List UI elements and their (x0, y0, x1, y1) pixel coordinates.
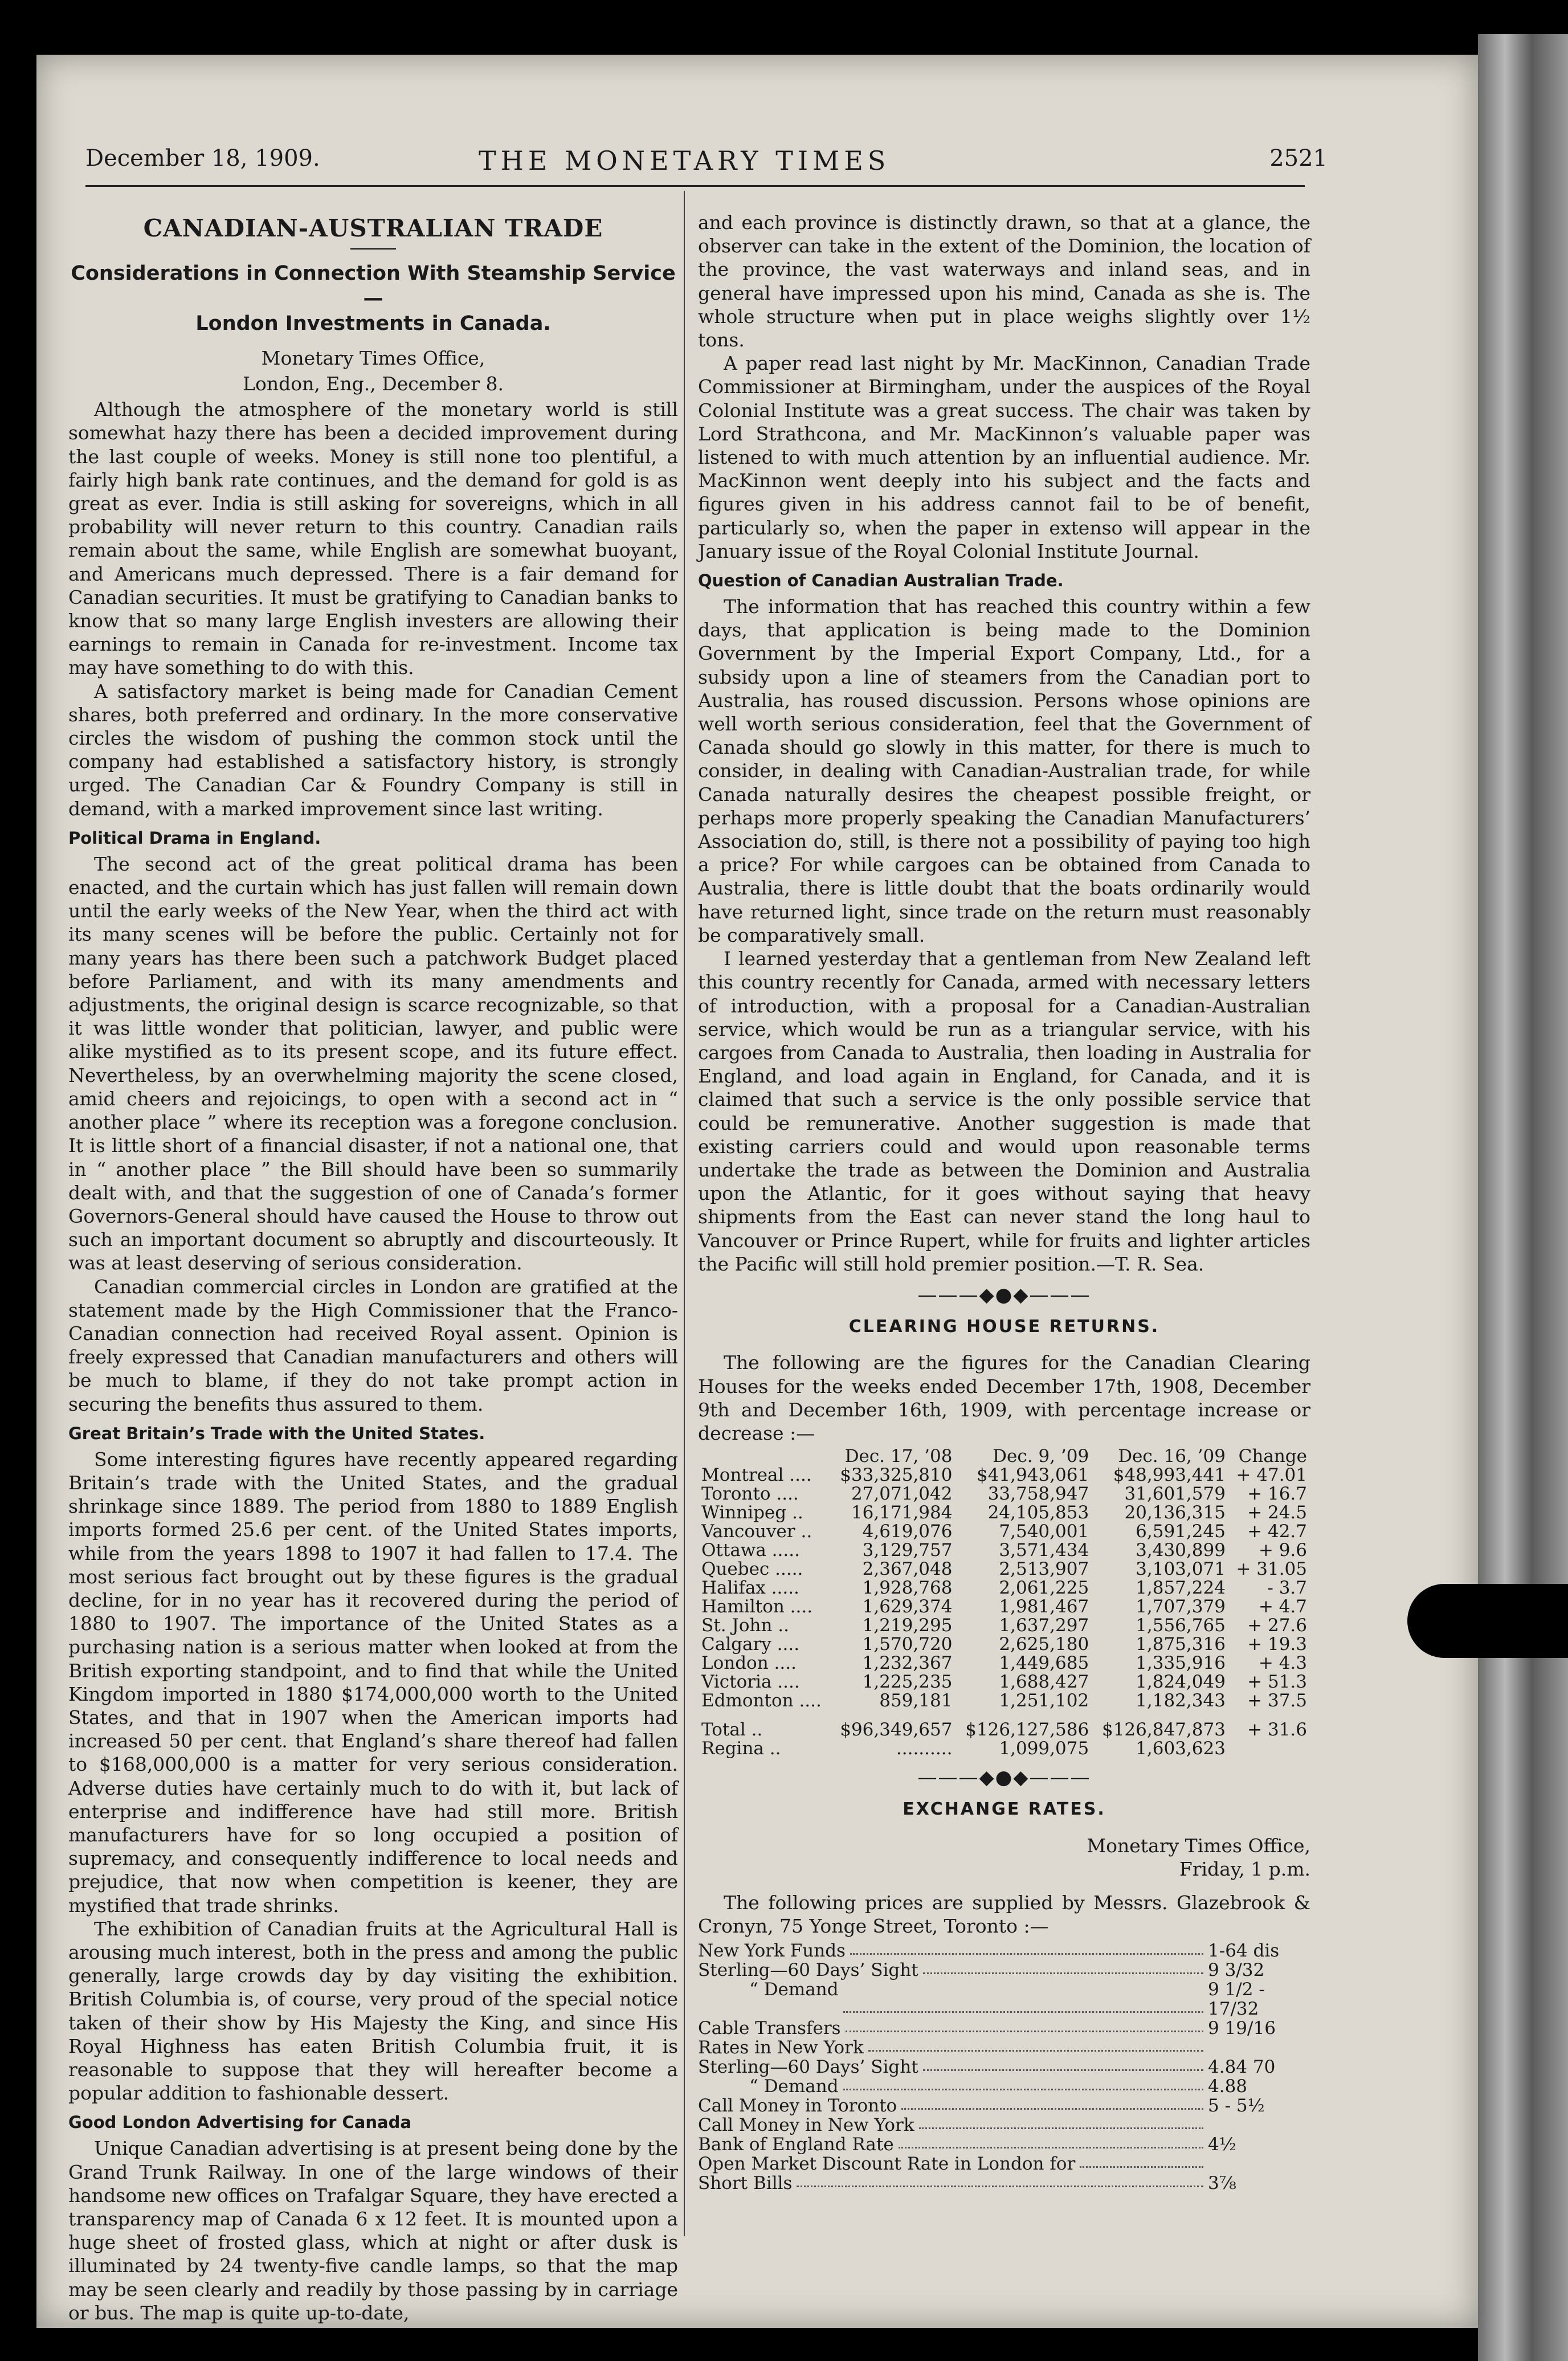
paragraph: Canadian commercial circles in London are gratified at the statement made by the High Commissioner that the Franco-Canadian connection had received Royal assent. Opinion is freely expressed that Canadian manufacturers and others will be much to blame, if they do not take prompt action in securing the benefits thus assured to them. (68, 1275, 678, 1415)
value-cell: 1,857,224 (1136, 1578, 1226, 1599)
value-cell: $33,325,810 (840, 1465, 953, 1486)
title-rule (350, 248, 396, 250)
article-subtitle (68, 261, 678, 336)
value-cell: 1,603,623 (1136, 1738, 1226, 1759)
value-cell: 6,591,245 (1136, 1521, 1226, 1542)
table-row (698, 1598, 1310, 1616)
column-header (698, 1447, 831, 1466)
value-cell: $48,993,441 (1113, 1465, 1226, 1486)
clearing-table (698, 1447, 1310, 1758)
rate-label: “ Demand (749, 2076, 839, 2097)
value-cell: 1,707,379 (1136, 1596, 1226, 1617)
rate-row (698, 2057, 1310, 2077)
table-row (698, 1504, 1310, 1522)
city-cell: Winnipeg .. (701, 1502, 803, 1523)
value-cell: 1,629,374 (862, 1596, 953, 1617)
value-cell: - 3.7 (1267, 1578, 1307, 1599)
value-cell: $41,943,061 (976, 1465, 1089, 1486)
value-cell: 1,875,316 (1136, 1634, 1226, 1655)
rate-row (698, 2174, 1310, 2193)
value-cell: 7,540,001 (999, 1521, 1089, 1542)
rate-row (698, 2135, 1310, 2154)
city-cell: London .... (701, 1653, 797, 1674)
value-cell: $126,127,586 (965, 1719, 1089, 1741)
value-cell: 1,099,075 (999, 1738, 1089, 1759)
section-heading: Good London Advertising for Canada (68, 2113, 411, 2133)
right-column (698, 211, 1310, 2193)
rate-row (698, 2154, 1310, 2174)
table-row (698, 1522, 1310, 1541)
value-cell: 1,570,720 (862, 1634, 953, 1655)
rate-value (1208, 2115, 1310, 2135)
column-rule (684, 191, 685, 2236)
clearing-intro: The following are the figures for the Canadian Clearing Houses for the weeks ended December 17th, 1908, December 9th and December 16th, 1909, with percentage increase or decrease :— (698, 1351, 1310, 1444)
book-spine (1478, 34, 1568, 2361)
leader-dots (846, 2019, 1203, 2032)
value-cell: + 27.6 (1247, 1615, 1307, 1636)
city-cell: St. John .. (701, 1615, 789, 1636)
value-cell: + 51.3 (1247, 1672, 1307, 1693)
rate-row (698, 2038, 1310, 2057)
city-cell: Vancouver .. (701, 1521, 812, 1542)
rate-value: 4.84 70 (1208, 2057, 1276, 2078)
table-row (698, 1739, 1310, 1758)
rate-value: 1-64 dis (1208, 1941, 1280, 1962)
section-heading: Question of Canadian Australian Trade. (698, 571, 1064, 591)
paragraph: The exhibition of Canadian fruits at the Agricultural Hall is arousing much interest, both in the press and among the public generally, large crowds day by day visiting the exhibition. British Columbia is, of course, very proud of the special notice taken of their show by His Majesty the King, and since His Royal Highness has eaten British Columbia fruit, it is reasonable to suppose that they will hereafter become a popular addition to fashionable dessert. (68, 1917, 678, 2105)
masthead-title: THE MONETARY TIMES (479, 145, 891, 176)
city-cell: Calgary .... (701, 1634, 800, 1655)
city-cell: Montreal .... (701, 1465, 812, 1486)
city-cell: Ottawa ..... (701, 1540, 800, 1561)
rate-row (698, 1960, 1310, 1980)
leader-dots (899, 2135, 1203, 2148)
value-cell: 2,625,180 (999, 1634, 1089, 1655)
value-cell: 1,219,295 (862, 1615, 953, 1636)
table-row (698, 1616, 1310, 1635)
rate-row (698, 2077, 1310, 2096)
value-cell: 27,071,042 (851, 1484, 953, 1505)
paragraph: Unique Canadian advertising is at present being done by the Grand Trunk Railway. In one of the large windows of their handsome new offices on Trafalgar Square, they have erected a transparency map of Canada 6 x 12 feet. It is mounted upon a huge sheet of frosted glass, which at night or after dusk is illuminated by 24 twenty-five candle lamps, so that the map may be seen clearly and readily by those passing by in carriage or bus. The map is quite up-to-date, (68, 2137, 678, 2324)
city-cell: Halifax ..... (701, 1578, 799, 1599)
table-row (698, 1466, 1310, 1485)
value-cell: 1,981,467 (999, 1596, 1089, 1617)
value-cell: 1,251,102 (999, 1690, 1089, 1711)
paragraph: Although the atmosphere of the monetary world is still somewhat hazy there has been a decided improvement during the last couple of weeks. Money is still none too plentiful, a fairly high bank rate continues, and the demand for gold is as great as ever. India is still asking for sovereigns, which in all probability will never return to this country. Canadian rails remain about the same, while English are somewhat buoyant, and Americans much depressed. There is a fair demand for Canadian securities. It must be gratifying to Canadian banks to know that so many large English investers are allowing their earnings to remain in Canada for re-investment. Income tax may have something to do with this. (68, 398, 678, 679)
table-row (698, 1579, 1310, 1598)
table-row (698, 1541, 1310, 1560)
section-heading: Great Britain’s Trade with the United States. (68, 1423, 485, 1443)
city-cell: Quebec ..... (701, 1559, 803, 1580)
rate-row (698, 2115, 1310, 2135)
value-cell: 3,103,071 (1136, 1559, 1226, 1580)
rate-row (698, 2096, 1310, 2115)
value-cell: $96,349,657 (840, 1719, 953, 1741)
rate-label: New York Funds (698, 1941, 846, 1962)
column-header: Dec. 16, ’09 (1118, 1446, 1226, 1467)
value-cell: 20,136,315 (1124, 1502, 1226, 1523)
table-row (698, 1485, 1310, 1504)
value-cell: + 47.01 (1236, 1465, 1307, 1486)
value-cell: 859,181 (879, 1690, 953, 1711)
rate-value: 4½ (1208, 2134, 1236, 2155)
value-cell: + 4.3 (1258, 1653, 1307, 1674)
paragraph: A paper read last night by Mr. MacKinnon, Canadian Trade Commissioner at Birmingham, under the auspices of the Royal Colonial Institute was a great success. The chair was taken by Lord Strathcona, and Mr. MacKinnon’s valuable paper was listened to with much attention by an influential audience. Mr. MacKinnon went deeply into his subject and the facts and figures given in his address cannot fail to be of benefit, particularly so, when the paper in extenso will appear in the January issue of the Royal Colonial Institute Journal. (698, 352, 1310, 562)
value-cell: 16,171,984 (851, 1502, 953, 1523)
value-cell: 3,430,899 (1136, 1540, 1226, 1561)
value-cell: 1,688,427 (999, 1672, 1089, 1693)
value-cell: 1,449,685 (999, 1653, 1089, 1674)
dateline-office: Monetary Times Office, (261, 347, 485, 370)
table-row (698, 1560, 1310, 1579)
table-row (698, 1635, 1310, 1654)
value-cell: 24,105,853 (987, 1502, 1089, 1523)
city-cell: Victoria .... (701, 1672, 800, 1693)
subtitle-line-2: London Investments in Canada. (195, 312, 551, 336)
table-row (698, 1692, 1310, 1710)
value-cell: $126,847,873 (1101, 1719, 1226, 1741)
rate-label: Short Bills (698, 2173, 793, 2194)
city-cell: Hamilton .... (701, 1596, 813, 1617)
city-cell: Edmonton .... (701, 1690, 822, 1711)
subtitle-line-1: Considerations in Connection With Steamship Service— (71, 262, 676, 311)
value-cell: 1,232,367 (862, 1653, 953, 1674)
value-cell: + 37.5 (1247, 1690, 1307, 1711)
value-cell: + 9.6 (1258, 1540, 1307, 1561)
paragraph: The second act of the great political drama has been enacted, and the curtain which has just fallen will remain down until the early weeks of the New Year, when the third act with its many scenes will be before the public. Certainly not for many years has there been such a patchwork Budget placed before Parliament, and with its many amendments and adjustments, the original design is scarce recognizable, so that it was little wonder that politician, lawyer, and public were alike mystified as to its present scope, and its future effect. Nevertheless, by an overwhelming majority the scene closed, amid cheers and rejoicings, to open with a second act in “ another place ” where its reception was a foregone conclusion. It is little short of a financial disaster, if not a national one, that in “ another place ” the Bill should have been so summarily dealt with, and that the suggestion of one of Canada’s former Governors-General should have caused the House to throw out such an important document so abruptly and discourteously. It was at least deserving of serious consideration. (68, 852, 678, 1275)
paragraph: and each province is distinctly drawn, so that at a glance, the observer can take in the extent of the Dominion, the location of the province, the vast waterways and inland seas, and in general have impressed upon his mind, Canada as she is. The whole structure when put in place weighs slightly over 1½ tons. (698, 211, 1310, 352)
rate-value: 3⅞ (1208, 2173, 1236, 2194)
header-date: December 18, 1909. (85, 145, 320, 171)
exchange-intro: The following prices are supplied by Messrs. Glazebrook & Cronyn, 75 Yonge Street, Toronto :— (698, 1891, 1310, 1938)
value-cell: 3,129,757 (862, 1540, 953, 1561)
value-cell: 2,061,225 (999, 1578, 1089, 1599)
rate-row (698, 1980, 1310, 2019)
rate-value (1208, 2154, 1310, 2174)
exchange-title: EXCHANGE RATES. (903, 1799, 1106, 1820)
rate-value: 9 1/2 - 17/32 (1208, 1979, 1265, 2020)
rate-value: 5 - 5½ (1208, 2096, 1265, 2117)
value-cell: 1,335,916 (1136, 1653, 1226, 1674)
ornament-divider: ———◆●◆——— (917, 1766, 1091, 1790)
rate-label: Call Money in New York (698, 2115, 914, 2136)
value-cell: + 16.7 (1247, 1484, 1307, 1505)
rate-value (1208, 2038, 1310, 2057)
value-cell: + 31.6 (1247, 1719, 1307, 1741)
value-cell: 1,928,768 (862, 1578, 953, 1599)
value-cell: 4,619,076 (862, 1521, 953, 1542)
value-cell: + 4.7 (1258, 1596, 1307, 1617)
left-column (68, 211, 678, 2325)
value-cell: 1,225,235 (862, 1672, 953, 1693)
page-number: 2521 (1269, 145, 1328, 171)
clearing-title: CLEARING HOUSE RETURNS. (848, 1317, 1160, 1337)
leader-dots (850, 1941, 1203, 1955)
column-header: Dec. 9, ’09 (993, 1446, 1089, 1467)
rate-label: “ Demand (749, 1979, 839, 2000)
table-row (698, 1710, 1310, 1739)
leader-dots (901, 2096, 1203, 2110)
leader-dots (923, 2057, 1203, 2071)
rate-label: Call Money in Toronto (698, 2096, 897, 2117)
value-cell: + 19.3 (1247, 1634, 1307, 1655)
ornament-divider: ———◆●◆——— (917, 1283, 1091, 1306)
value-cell: + 24.5 (1247, 1502, 1307, 1523)
value-cell: + 31.05 (1236, 1559, 1307, 1580)
exchange-office: Monetary Times Office, (1087, 1834, 1310, 1857)
paragraph: I learned yesterday that a gentleman from New Zealand left this country recently for Canada, armed with necessary letters of introduction, with a proposal for a Canadian-Australian service, which would be run as a triangular service, with his cargoes from Canada to Australia, then loading in Australia for England, and load again in England, for Canada, and it is claimed that such a service is the only possible service that could be remunerative. Another suggestion is made that existing carriers could and would upon reasonable terms undertake the trade as between the Dominion and Australia upon the Atlantic, for it goes without saying that heavy shipments from the East can never stand the long haul to Vancouver or Prince Rupert, while for fruits and lighter articles the Pacific will still hold premier position.—T. R. Sea. (698, 947, 1310, 1275)
rate-value: 9 19/16 (1208, 2018, 1276, 2039)
paragraph: Some interesting figures have recently appeared regarding Britain’s trade with the United States, and the gradual shrinkage since 1889. The period from 1880 to 1889 English imports formed 25.6 per cent. of the United States imports, while from the years 1898 to 1907 it had fallen to 17.4. The most serious fact brought out by these figures is the gradual decline, for in no year has it recovered during the period of 1880 to 1907. The importance of the United States as a purchasing nation is a serious matter when looked at from the British exporting standpoint, and to find that while the United Kingdom imported in 1880 $174,000,000 worth to the United States, and that in 1907 when the American imports had increased 50 per cent. that England’s share thereof had fallen to $168,000,000 is a matter for very serious consideration. Adverse duties have certainly much to do with it, but lack of enterprise and indifference have had still more. British manufacturers have for so long occupied a position of supremacy, and consequently indifference to local needs and prejudice, that now when competition is keener, they are mystified that trade shrinks. (68, 1448, 678, 1917)
value-cell: + 42.7 (1247, 1521, 1307, 1542)
paragraph: A satisfactory market is being made for Canadian Cement shares, both preferred and ordinary. In the more conservative circles the wisdom of pushing the common stock until the company had established a satisfactory history, is strongly urged. The Canadian Car & Foundry Company is still in demand, with a marked improvement since last writing. (68, 680, 678, 820)
scan-shadow (1407, 1584, 1568, 1658)
value-cell: 1,637,297 (999, 1615, 1089, 1636)
value-cell: 1,824,049 (1136, 1672, 1226, 1693)
column-header: Dec. 17, ’08 (844, 1446, 953, 1467)
leader-dots (919, 2115, 1203, 2129)
page-header (85, 145, 1328, 179)
rate-label: Bank of England Rate (698, 2134, 894, 2155)
leader-dots (1080, 2154, 1203, 2168)
leader-dots (868, 2038, 1203, 2052)
section-heading: Political Drama in England. (68, 828, 321, 848)
leader-dots (843, 1980, 1203, 2013)
column-header: Change (1238, 1446, 1307, 1467)
value-cell: 1,182,343 (1136, 1690, 1226, 1711)
rate-row (698, 1941, 1310, 1960)
value-cell: 2,513,907 (999, 1559, 1089, 1580)
article-title: CANADIAN-AUSTRALIAN TRADE (143, 214, 603, 242)
leader-dots (797, 2174, 1203, 2187)
table-row (698, 1654, 1310, 1673)
city-cell: Regina .. (701, 1738, 781, 1759)
value-cell: 31,601,579 (1124, 1484, 1226, 1505)
value-cell: 3,571,434 (999, 1540, 1089, 1561)
rate-label: Sterling—60 Days’ Sight (698, 1960, 918, 1981)
exchange-time: Friday, 1 p.m. (1179, 1857, 1310, 1880)
value-cell: 1,556,765 (1136, 1615, 1226, 1636)
leader-dots (843, 2077, 1203, 2090)
value-cell (1229, 1739, 1310, 1758)
rate-value: 4.88 (1208, 2076, 1248, 2097)
rate-label: Open Market Discount Rate in London for (698, 2154, 1076, 2175)
header-rule (85, 185, 1305, 187)
paragraph: The information that has reached this country within a few days, that application is being made to the Dominion Government by the Imperial Export Company, Ltd., for a subsidy upon a line of steamers from the Canadian port to Australia, has roused discussion. Persons whose opinions are well worth serious consideration, feel that the Government of Canada should go slowly in this matter, for there is much to consider, in dealing with Canadian-Australian trade, for while Canada naturally desires the cheapest possible freight, or perhaps more properly speaking the Canadian Manufacturers’ Association do, still, is there not a possibility of paying too high a price? For while cargoes can be obtained from Canada to Australia, there is little doubt that the boats ordinarily would have returned light, since trade on the return must reasonably be comparatively small. (698, 595, 1310, 946)
dateline-place: London, Eng., December 8. (243, 373, 504, 395)
rate-value: 9 3/32 (1208, 1960, 1265, 1981)
city-cell: Toronto .... (701, 1484, 799, 1505)
leader-dots (923, 1960, 1203, 1974)
rate-row (698, 2019, 1310, 2038)
value-cell: 2,367,048 (862, 1559, 953, 1580)
rate-label: Cable Transfers (698, 2018, 841, 2039)
value-cell: .......... (896, 1738, 953, 1759)
rate-label: Sterling—60 Days’ Sight (698, 2057, 918, 2078)
value-cell: 33,758,947 (987, 1484, 1089, 1505)
exchange-rates-list (698, 1941, 1310, 2193)
table-row (698, 1673, 1310, 1692)
city-cell: Total .. (701, 1719, 763, 1741)
rate-label: Rates in New York (698, 2037, 864, 2058)
